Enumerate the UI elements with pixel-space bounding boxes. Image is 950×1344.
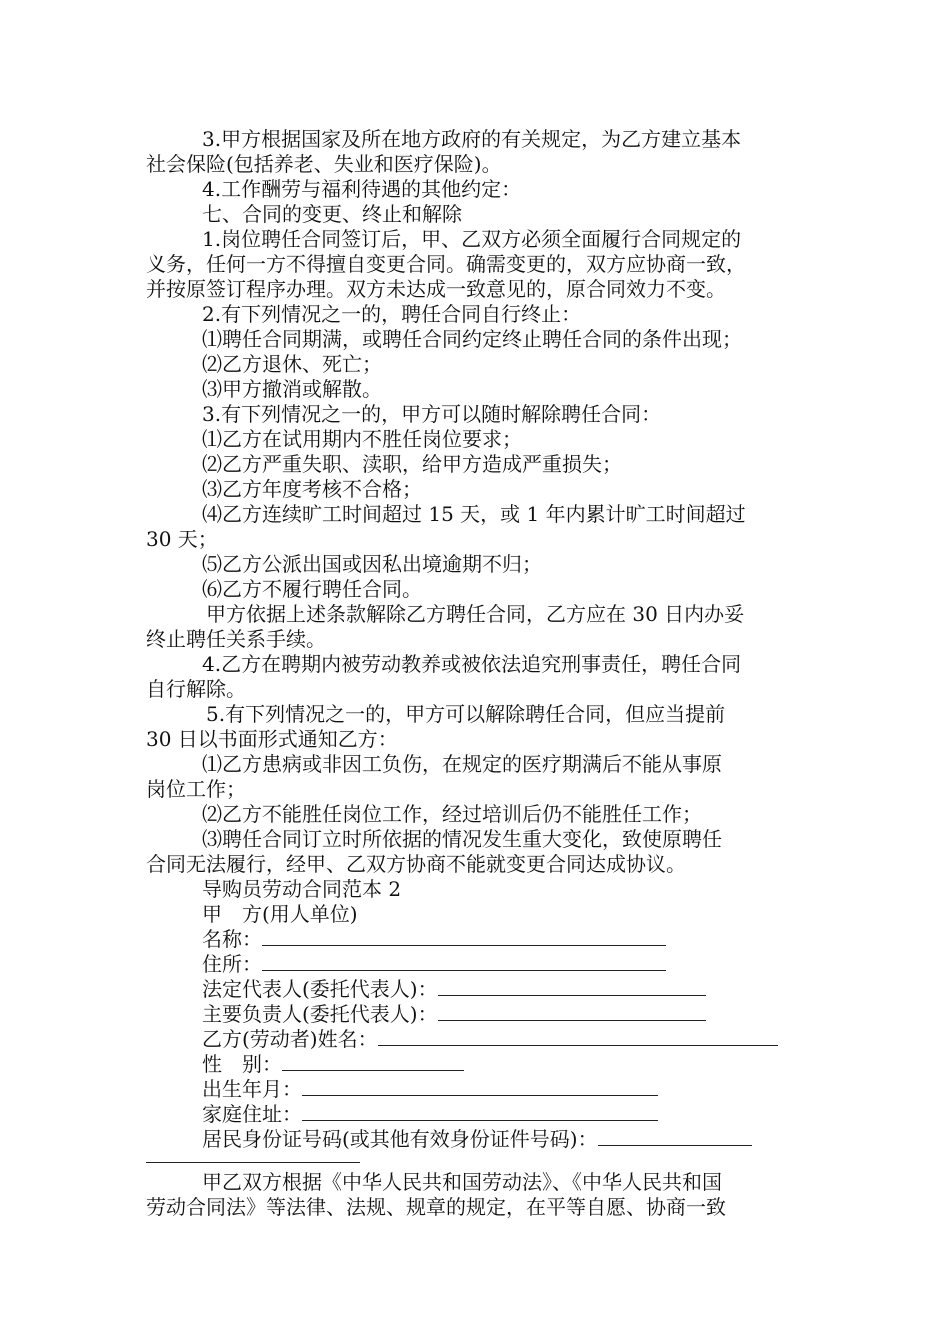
field-label: 居民身份证号码(或其他有效身份证件号码)： <box>202 1127 598 1151</box>
field-label: 住所： <box>202 952 262 976</box>
paragraph-line: 并按原签订程序办理。双方未达成一致意见的，原合同效力不变。 <box>146 277 726 301</box>
worker-name-field <box>202 1027 778 1052</box>
blank-line <box>438 977 706 996</box>
paragraph-line: 3.有下列情况之一的，甲方可以随时解除聘任合同： <box>202 402 662 426</box>
list-item: 合同无法履行，经甲、乙双方协商不能就变更合同达成协议。 <box>146 852 686 876</box>
paragraph-line: 劳动合同法》等法律、法规、规章的规定，在平等自愿、协商一致 <box>146 1195 726 1219</box>
paragraph-line: 社会保险(包括养老、失业和医疗保险)。 <box>146 152 502 176</box>
gender-field <box>202 1052 464 1077</box>
paragraph-line: 3.甲方根据国家及所在地方政府的有关规定，为乙方建立基本 <box>202 127 742 151</box>
blank-line <box>262 927 666 946</box>
paragraph-line: 4.乙方在聘期内被劳动教养或被依法追究刑事责任，聘任合同 <box>202 652 742 676</box>
blank-line-continuation <box>146 1162 360 1163</box>
field-label: 性 别： <box>202 1052 282 1076</box>
blank-line <box>262 952 666 971</box>
blank-line <box>438 1002 706 1021</box>
list-item: ⑵乙方不能胜任岗位工作，经过培训后仍不能胜任工作； <box>202 802 702 826</box>
list-item: ⑵乙方退休、死亡； <box>202 352 382 376</box>
list-item: ⑶乙方年度考核不合格； <box>202 477 422 501</box>
paragraph-line: 5.有下列情况之一的，甲方可以解除聘任合同，但应当提前 <box>206 702 726 726</box>
paragraph-line: 自行解除。 <box>146 677 246 701</box>
id-number-field <box>202 1127 752 1152</box>
legal-rep-field <box>202 977 706 1002</box>
paragraph-line: 4.工作酬劳与福利待遇的其他约定： <box>202 177 522 201</box>
blank-line <box>598 1127 752 1146</box>
paragraph-line: 甲乙双方根据《中华人民共和国劳动法》、《中华人民共和国 <box>202 1170 722 1194</box>
paragraph-line: 30 日以书面形式通知乙方： <box>146 727 398 751</box>
section-heading: 七、合同的变更、终止和解除 <box>202 202 462 226</box>
home-address-field <box>202 1102 658 1127</box>
blank-line <box>302 1102 658 1121</box>
field-label: 法定代表人(委托代表人)： <box>202 977 438 1001</box>
list-item: ⑹乙方不履行聘任合同。 <box>202 577 422 601</box>
list-item: ⑴乙方在试用期内不胜任岗位要求； <box>202 427 522 451</box>
section-title: 导购员劳动合同范本 2 <box>202 877 402 901</box>
blank-line <box>302 1077 658 1096</box>
address-field <box>202 952 666 977</box>
paragraph-line: 1.岗位聘任合同签订后，甲、乙双方必须全面履行合同规定的 <box>202 227 742 251</box>
paragraph-line: 义务，任何一方不得擅自变更合同。确需变更的，双方应协商一致， <box>146 252 746 276</box>
paragraph-line: 甲方依据上述条款解除乙方聘任合同，乙方应在 30 日内办妥 <box>206 602 745 626</box>
field-label: 主要负责人(委托代表人)： <box>202 1002 438 1026</box>
field-label: 乙方(劳动者)姓名： <box>202 1027 378 1051</box>
birth-date-field <box>202 1077 658 1102</box>
field-label: 名称： <box>202 927 262 951</box>
list-item: ⑷乙方连续旷工时间超过 15 天，或 1 年内累计旷工时间超过 <box>202 502 746 526</box>
party-a-heading: 甲 方(用人单位) <box>202 902 358 926</box>
field-label: 家庭住址： <box>202 1102 302 1126</box>
paragraph-line: 2.有下列情况之一的，聘任合同自行终止： <box>202 302 582 326</box>
blank-line <box>282 1052 464 1071</box>
field-label: 出生年月： <box>202 1077 302 1101</box>
principal-field <box>202 1002 706 1027</box>
list-item: ⑸乙方公派出国或因私出境逾期不归； <box>202 552 542 576</box>
list-item: ⑵乙方严重失职、渎职，给甲方造成严重损失； <box>202 452 622 476</box>
list-item: 30 天； <box>146 527 218 551</box>
list-item: ⑴乙方患病或非因工负伤，在规定的医疗期满后不能从事原 <box>202 752 722 776</box>
list-item: ⑶聘任合同订立时所依据的情况发生重大变化，致使原聘任 <box>202 827 722 851</box>
list-item: ⑶甲方撤消或解散。 <box>202 377 382 401</box>
list-item: ⑴聘任合同期满，或聘任合同约定终止聘任合同的条件出现； <box>202 327 742 351</box>
list-item: 岗位工作； <box>146 777 246 801</box>
name-field <box>202 927 666 952</box>
blank-line <box>378 1027 778 1046</box>
paragraph-line: 终止聘任关系手续。 <box>146 627 326 651</box>
